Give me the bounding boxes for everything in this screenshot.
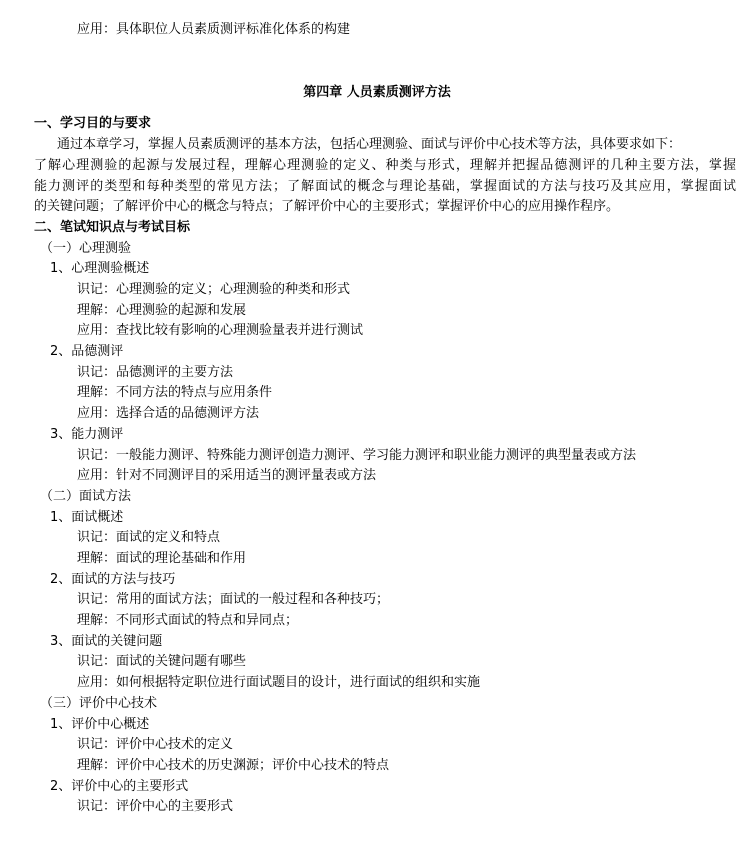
objectives-paragraph-line-1: 通过本章学习，掌握人员素质测评的基本方法，包括心理测验、面试与评价中心技术等方法，具体要求如下： xyxy=(57,137,682,152)
item-line: 识记：心理测验的定义；心理测验的种类和形式 xyxy=(77,282,351,297)
part-heading-psych-test: （一）心理测验 xyxy=(40,241,132,256)
item-line: 理解：心理测验的起源和发展 xyxy=(77,303,247,318)
item-heading: 2、品德测评 xyxy=(50,344,124,359)
item-line: 识记：面试的定义和特点 xyxy=(77,530,221,545)
item-line: 识记：一般能力测评、特殊能力测评创造力测评、学习能力测评和职业能力测评的典型量表或方法 xyxy=(77,448,637,463)
item-line: 理解：不同形式面试的特点和异同点； xyxy=(77,613,299,628)
item-heading: 1、评价中心概述 xyxy=(50,717,150,732)
item-line: 识记：面试的关键问题有哪些 xyxy=(77,654,247,669)
item-heading: 1、面试概述 xyxy=(50,510,124,525)
item-heading: 2、评价中心的主要形式 xyxy=(50,779,189,794)
item-line: 应用：查找比较有影响的心理测验量表并进行测试 xyxy=(77,323,364,338)
chapter-title: 第四章 人员素质测评方法 xyxy=(303,85,451,100)
item-line: 理解：面试的理论基础和作用 xyxy=(77,551,247,566)
item-heading: 2、面试的方法与技巧 xyxy=(50,572,176,587)
objectives-paragraph-line-2: 了解心理测验的起源与发展过程，理解心理测验的定义、种类与形式，理解并把握品德测评的几种主要方法，掌握 xyxy=(34,158,736,173)
item-line: 识记：品德测评的主要方法 xyxy=(77,365,234,380)
objectives-paragraph-line-4: 的关键问题；了解评价中心的概念与特点；了解评价中心的主要形式；掌握评价中心的应用操作程序。 xyxy=(34,199,620,214)
item-line: 识记：常用的面试方法；面试的一般过程和各种技巧； xyxy=(77,592,390,607)
item-line: 识记：评价中心的主要形式 xyxy=(77,799,234,814)
section-heading-knowledge-points: 二、笔试知识点与考试目标 xyxy=(34,220,191,235)
part-heading-assessment-center: （三）评价中心技术 xyxy=(40,696,158,711)
item-line: 识记：评价中心技术的定义 xyxy=(77,737,234,752)
item-heading: 1、心理测验概述 xyxy=(50,261,150,276)
objectives-paragraph-line-3: 能力测评的类型和每种类型的常见方法；了解面试的概念与理论基础，掌握面试的方法与技巧及其应用，掌握面试 xyxy=(34,179,736,194)
item-line: 理解：评价中心技术的历史渊源；评价中心技术的特点 xyxy=(77,758,390,773)
item-line: 应用：针对不同测评目的采用适当的测评量表或方法 xyxy=(77,468,377,483)
item-heading: 3、面试的关键问题 xyxy=(50,634,163,649)
item-line: 应用：如何根据特定职位进行面试题目的设计，进行面试的组织和实施 xyxy=(77,675,481,690)
item-heading: 3、能力测评 xyxy=(50,427,124,442)
top-application-line: 应用：具体职位人员素质测评标准化体系的构建 xyxy=(77,22,351,37)
section-heading-objectives: 一、学习目的与要求 xyxy=(34,116,152,131)
part-heading-interview: （二）面试方法 xyxy=(40,489,132,504)
item-line: 理解：不同方法的特点与应用条件 xyxy=(77,385,273,400)
item-line: 应用：选择合适的品德测评方法 xyxy=(77,406,260,421)
